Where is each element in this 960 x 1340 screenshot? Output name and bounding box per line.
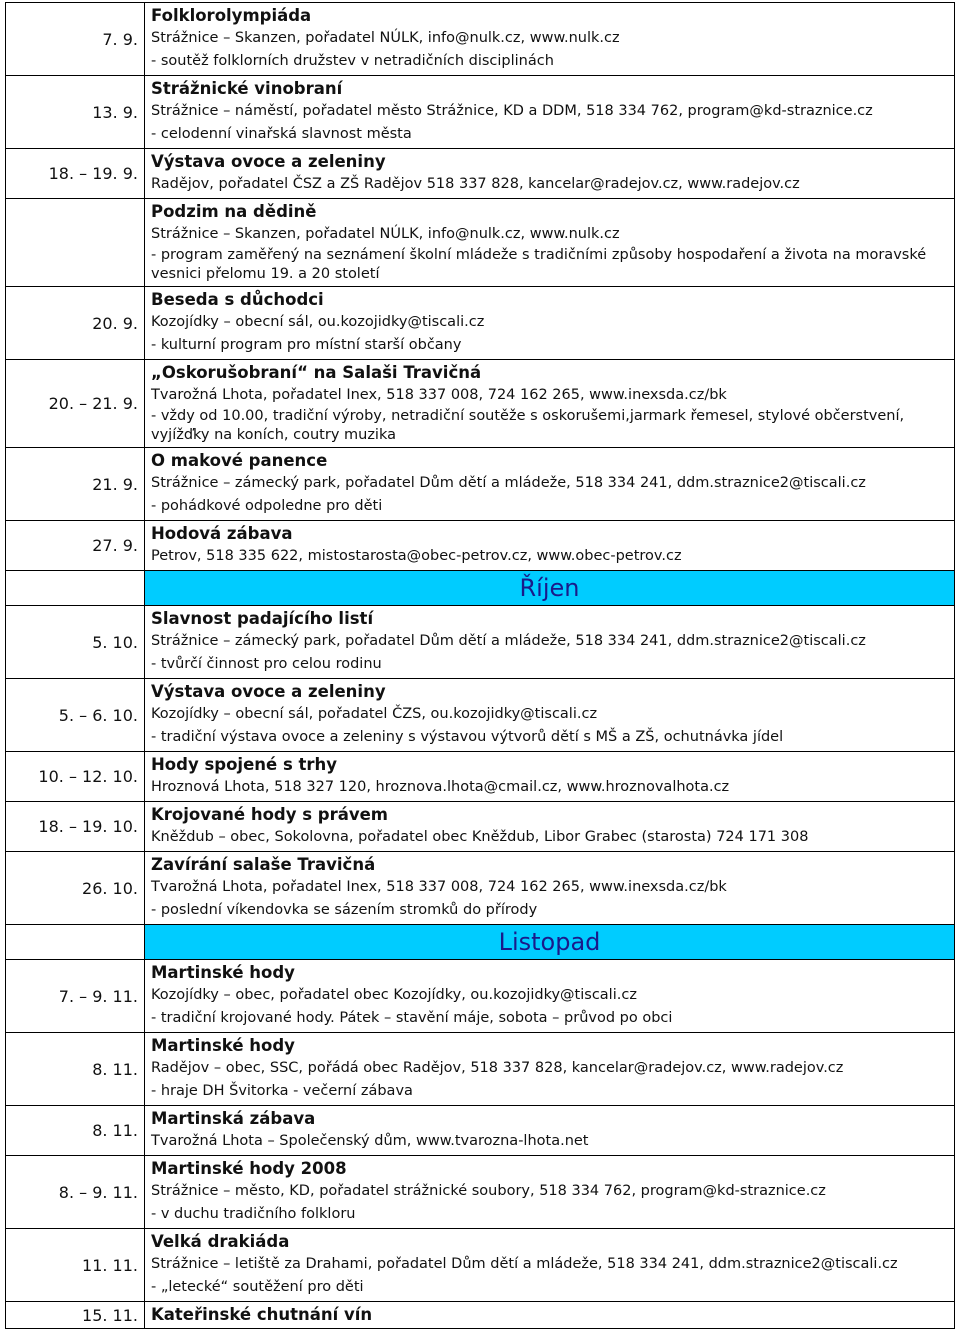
event-date: 18. – 19. 10. (38, 817, 138, 836)
month-gap-cell (6, 925, 145, 960)
event-date-cell (6, 360, 145, 448)
event-detail-line: Strážnice – náměstí, pořadatel město Strážnice, KD a DDM, 518 334 762, program@kd-straznice.cz (151, 103, 873, 119)
event-date-cell (6, 3, 145, 76)
event-title: „Oskorušobraní“ na Salaši Travičná (151, 363, 482, 382)
event-detail-line: Tvarožná Lhota, pořadatel Inex, 518 337 008, 724 162 265, www.inexsda.cz/bk (151, 387, 727, 403)
event-content-cell (145, 521, 955, 571)
month-header-row (6, 925, 955, 960)
event-date: 5. – 6. 10. (58, 705, 138, 725)
event-content-cell (145, 1302, 955, 1329)
event-content-cell (145, 960, 955, 1033)
event-detail-line: Radějov, pořadatel ČSZ a ZŠ Radějov 518 337 828, kancelar@radejov.cz, www.radejov.cz (151, 176, 800, 192)
event-detail-line: Strážnice – Skanzen, pořadatel NÚLK, info@nulk.cz, www.nulk.cz (151, 30, 620, 46)
event-content-cell (145, 76, 955, 149)
event-content-cell (145, 1229, 955, 1302)
event-row (6, 752, 955, 802)
event-title: Velká drakiáda (151, 1232, 290, 1251)
event-row (6, 1156, 955, 1229)
event-date-cell (6, 199, 145, 287)
event-title: Strážnické vinobraní (151, 79, 343, 98)
event-detail-line: - hraje DH Švitorka - večerní zábava (151, 1083, 413, 1099)
event-date-cell (6, 1106, 145, 1156)
event-date: 8. 11. (92, 1121, 138, 1140)
event-date: 13. 9. (92, 102, 138, 122)
event-date-cell (6, 76, 145, 149)
event-date: 7. – 9. 11. (58, 986, 138, 1006)
event-row (6, 521, 955, 571)
event-date: 27. 9. (92, 536, 138, 555)
event-date-cell (6, 606, 145, 679)
event-date-cell (6, 679, 145, 752)
event-row (6, 606, 955, 679)
event-detail-line: Kozojídky – obec, pořadatel obec Kozojídky, ou.kozojidky@tiscali.cz (151, 987, 637, 1003)
event-row (6, 199, 955, 287)
event-detail-line: - tradiční výstava ovoce a zeleniny s výstavou výtvorů dětí s MŠ a ZŠ, ochutnávka jídel (151, 729, 784, 745)
event-content-cell (145, 679, 955, 752)
event-title: Folklorolympiáda (151, 6, 312, 25)
event-row (6, 1229, 955, 1302)
event-date: 11. 11. (82, 1255, 138, 1275)
event-detail-line: Kněždub – obec, Sokolovna, pořadatel obec Kněždub, Libor Grabec (starosta) 724 171 308 (151, 829, 809, 845)
event-date-cell (6, 802, 145, 852)
event-content-cell (145, 1156, 955, 1229)
event-date-cell (6, 1033, 145, 1106)
event-date-cell (6, 287, 145, 360)
event-date: 20. 9. (92, 313, 138, 333)
event-date-cell (6, 1156, 145, 1229)
month-cell (145, 571, 955, 606)
event-content-cell (145, 149, 955, 199)
event-content-cell (145, 287, 955, 360)
event-date-cell (6, 852, 145, 925)
event-row (6, 960, 955, 1033)
event-date-cell (6, 1302, 145, 1329)
event-detail-line: Strážnice – letiště za Drahami, pořadatel Dům dětí a mládeže, 518 334 241, ddm.straznice2@tiscali.cz (151, 1256, 898, 1272)
event-date: 21. 9. (92, 474, 138, 494)
month-label: Říjen (519, 574, 580, 602)
event-detail-line: Hroznová Lhota, 518 327 120, hroznova.lhota@cmail.cz, www.hroznovalhota.cz (151, 779, 730, 795)
event-row (6, 3, 955, 76)
event-row (6, 679, 955, 752)
event-content-cell (145, 802, 955, 852)
event-date: 5. 10. (92, 632, 138, 652)
event-date-cell (6, 1229, 145, 1302)
event-title: Krojované hody s právem (151, 805, 389, 824)
event-title: Kateřinské chutnání vín (151, 1305, 373, 1324)
event-date-cell (6, 149, 145, 199)
event-detail-line: - kulturní program pro místní starší občany (151, 337, 462, 353)
event-detail-line: Kozojídky – obecní sál, ou.kozojidky@tiscali.cz (151, 314, 485, 330)
month-label: Listopad (498, 928, 601, 956)
event-content-cell (145, 1033, 955, 1106)
event-detail-line: - „letecké“ soutěžení pro děti (151, 1279, 364, 1295)
event-content-cell (145, 852, 955, 925)
event-detail-line: Strážnice – zámecký park, pořadatel Dům dětí a mládeže, 518 334 241, ddm.straznice2@tiscali.cz (151, 633, 866, 649)
event-content-cell (145, 752, 955, 802)
event-row (6, 287, 955, 360)
event-date-cell (6, 448, 145, 521)
event-date: 18. – 19. 9. (48, 164, 138, 183)
event-title: Slavnost padajícího listí (151, 609, 374, 628)
event-content-cell (145, 1106, 955, 1156)
event-row (6, 1033, 955, 1106)
event-detail-line: Kozojídky – obecní sál, pořadatel ČZS, ou.kozojidky@tiscali.cz (151, 706, 598, 722)
event-detail-line: Tvarožná Lhota – Společenský dům, www.tvarozna-lhota.net (151, 1133, 589, 1149)
event-title: Podzim na dědině (151, 202, 317, 221)
events-table (5, 2, 955, 1329)
event-date: 20. – 21. 9. (48, 394, 138, 413)
event-title: Martinská zábava (151, 1109, 316, 1128)
event-content-cell (145, 199, 955, 287)
event-date-cell (6, 752, 145, 802)
event-detail-line: - vždy od 10.00, tradiční výroby, netradiční soutěže s oskorušemi,jarmark řemesel, stylové občerstvení, vyjížďky na koních, coutry muzika (151, 408, 905, 443)
events-body (6, 3, 955, 1329)
event-date: 26. 10. (82, 878, 138, 898)
event-date: 7. 9. (102, 29, 138, 49)
event-title: Výstava ovoce a zeleniny (151, 682, 386, 701)
event-detail-line: - tradiční krojované hody. Pátek – stavění máje, sobota – průvod po obci (151, 1010, 673, 1026)
event-detail-line: Radějov – obec, SSC, pořádá obec Radějov, 518 337 828, kancelar@radejov.cz, www.radejov.cz (151, 1060, 844, 1076)
event-content-cell (145, 3, 955, 76)
event-title: Martinské hody (151, 963, 295, 982)
event-date: 8. – 9. 11. (58, 1182, 138, 1202)
event-row (6, 360, 955, 448)
month-cell (145, 925, 955, 960)
event-date-cell (6, 521, 145, 571)
event-detail-line: - pohádkové odpoledne pro děti (151, 498, 383, 514)
event-detail-line: - tvůrčí činnost pro celou rodinu (151, 656, 382, 672)
event-content-cell (145, 360, 955, 448)
month-gap-cell (6, 571, 145, 606)
event-row (6, 448, 955, 521)
month-header-row (6, 571, 955, 606)
event-date-cell (6, 960, 145, 1033)
event-row (6, 149, 955, 199)
event-detail-line: - v duchu tradičního folkloru (151, 1206, 356, 1222)
event-date (138, 233, 140, 252)
event-row (6, 1106, 955, 1156)
event-title: Beseda s důchodci (151, 290, 324, 309)
event-title: Hodová zábava (151, 524, 293, 543)
event-detail-line: Strážnice – Skanzen, pořadatel NÚLK, info@nulk.cz, www.nulk.cz (151, 226, 620, 242)
event-content-cell (145, 448, 955, 521)
event-detail-line: Strážnice – město, KD, pořadatel strážnické soubory, 518 334 762, program@kd-straznice.cz (151, 1183, 826, 1199)
event-title: Martinské hody 2008 (151, 1159, 347, 1178)
event-row (6, 76, 955, 149)
event-row (6, 1302, 955, 1329)
event-detail-line: Strážnice – zámecký park, pořadatel Dům dětí a mládeže, 518 334 241, ddm.straznice2@tiscali.cz (151, 475, 866, 491)
event-title: O makové panence (151, 451, 328, 470)
event-detail-line: - celodenní vinařská slavnost města (151, 126, 412, 142)
event-detail-line: - poslední víkendovka se sázením stromků do přírody (151, 902, 538, 918)
event-title: Výstava ovoce a zeleniny (151, 152, 386, 171)
event-date: 8. 11. (92, 1059, 138, 1079)
event-content-cell (145, 606, 955, 679)
event-detail-line: - program zaměřený na seznámení školní mládeže s tradičními způsoby hospodaření a života na moravské vesnici přelomu 19. a 20 století (151, 247, 927, 282)
event-detail-line: Petrov, 518 335 622, mistostarosta@obec-petrov.cz, www.obec-petrov.cz (151, 548, 682, 564)
event-date: 15. 11. (82, 1305, 138, 1325)
event-date: 10. – 12. 10. (38, 767, 138, 786)
event-detail-line: - soutěž folklorních družstev v netradičních disciplinách (151, 53, 554, 69)
event-detail-line: Tvarožná Lhota, pořadatel Inex, 518 337 008, 724 162 265, www.inexsda.cz/bk (151, 879, 727, 895)
event-row (6, 802, 955, 852)
event-title: Hody spojené s trhy (151, 755, 338, 774)
event-title: Zavírání salaše Travičná (151, 855, 376, 874)
event-title: Martinské hody (151, 1036, 295, 1055)
event-row (6, 852, 955, 925)
